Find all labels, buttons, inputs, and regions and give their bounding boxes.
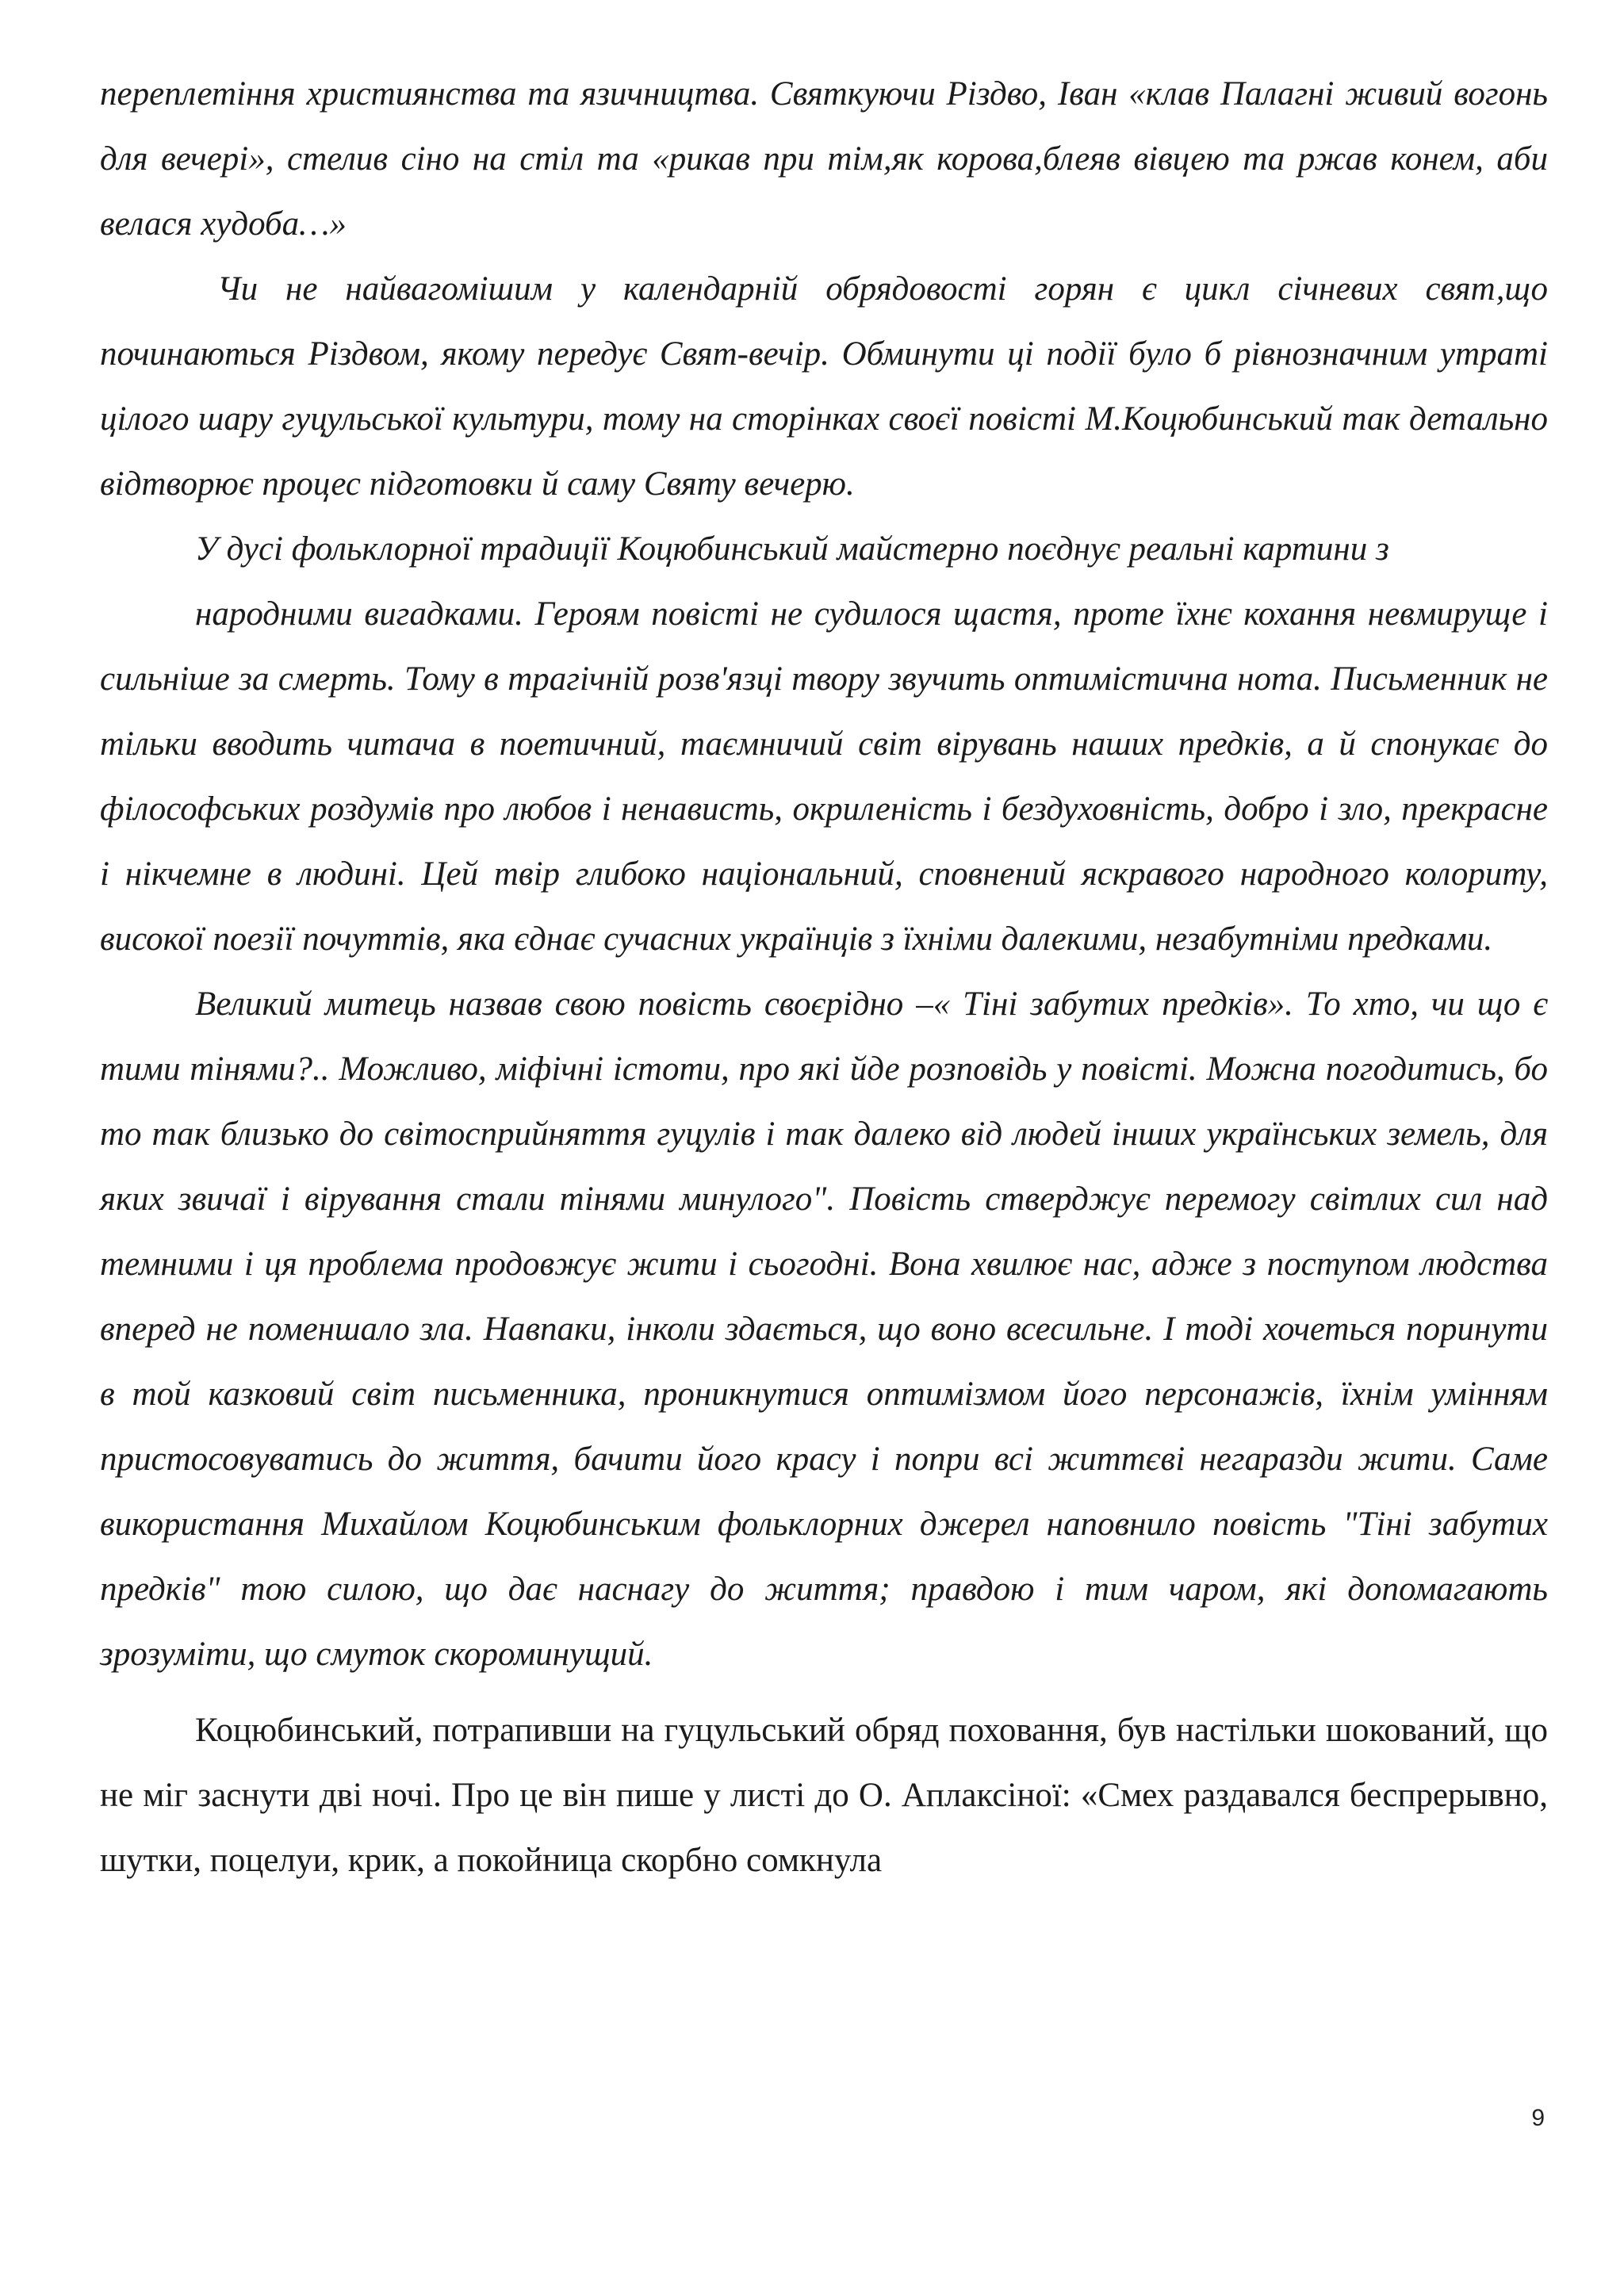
body-text xyxy=(100,62,1548,1893)
paragraph-5: Коцюбинський, потрапивши на гуцульський обряд поховання, був настільки шокований, що не міг заснути дві ночі. Про це він пише у листі до О. Аплаксіної: «Смех раздавался беспрерывно, шутки, поцелуи, крик, а покойница скорбно сомкнула xyxy=(100,1712,1548,1879)
page-number: 9 xyxy=(1531,2105,1545,2131)
paragraph-1: переплетіння християнства та язичництва. Святкуючи Різдво, Іван «клав Палагні живий вогонь для вечері», стелив сіно на стіл та «рикав при тім,як корова,блеяв вівцею та ржав конем, аби велася худоба…» xyxy=(100,75,1548,243)
paragraph-3: народними вигадками. Героям повісті не судилося щастя, проте їхнє кохання невмируще і сильніше за смерть. Тому в трагічній розв'язці твору звучить оптимістична нота. Письменник не тільки вводить читача в поетичний, таємничий світ вірувань наших предків, а й спонукає до філософських роздумів про любов і ненависть, окриленість і бездуховність, добро і зло, прекрасне і нікчемне в людині. Цей твір глибоко національний, сповнений яскравого народного колориту, високої поезії почуттів, яка єднає сучасних українців з їхніми далекими, незабутніми предками. xyxy=(100,595,1548,958)
paragraph-3-line-1: У дусі фольклорної традиції Коцюбинський майстерно поєднує реальні картини з xyxy=(195,530,1389,568)
paragraph-4: Великий митець назвав свою повість своєрідно –« Тіні забутих предків». То хто, чи що є тими тінями?.. Можливо, міфічні істоти, про які йде розповідь у повісті. Можна погодитись, бо то так близько до світосприйняття гуцулів і так далеко від людей інших українських земель, для яких звичаї і вірування стали тінями минулого". Повість стверджує перемогу світлих сил над темними і ця проблема продовжує жити і сьогодні. Вона хвилює нас, адже з поступом людства вперед не поменшало зла. Навпаки, інколи здається, що воно всесильне. І тоді хочеться поринути в той казковий світ письменника, проникнутися оптимізмом його персонажів, їхнім умінням пристосовуватись до життя, бачити його красу і попри всі життєві негаразди жити. Саме використання Михайлом Коцюбинським фольклорних джерел наповнило повість "Тіні забутих предків" тою силою, що дає наснагу до життя; правдою і тим чаром, які допомагають зрозуміти, що смуток скороминущий. xyxy=(100,985,1548,1673)
paragraph-2: Чи не найвагомішим у календарній обрядовості горян є цикл січневих свят,що починаються Різдвом, якому передує Свят-вечір. Обминути ці події було б рівнозначним утраті цілого шару гуцульської культури, тому на сторінках своєї повісті М.Коцюбинський так детально відтворює процес підготовки й саму Святу вечерю. xyxy=(100,270,1548,503)
